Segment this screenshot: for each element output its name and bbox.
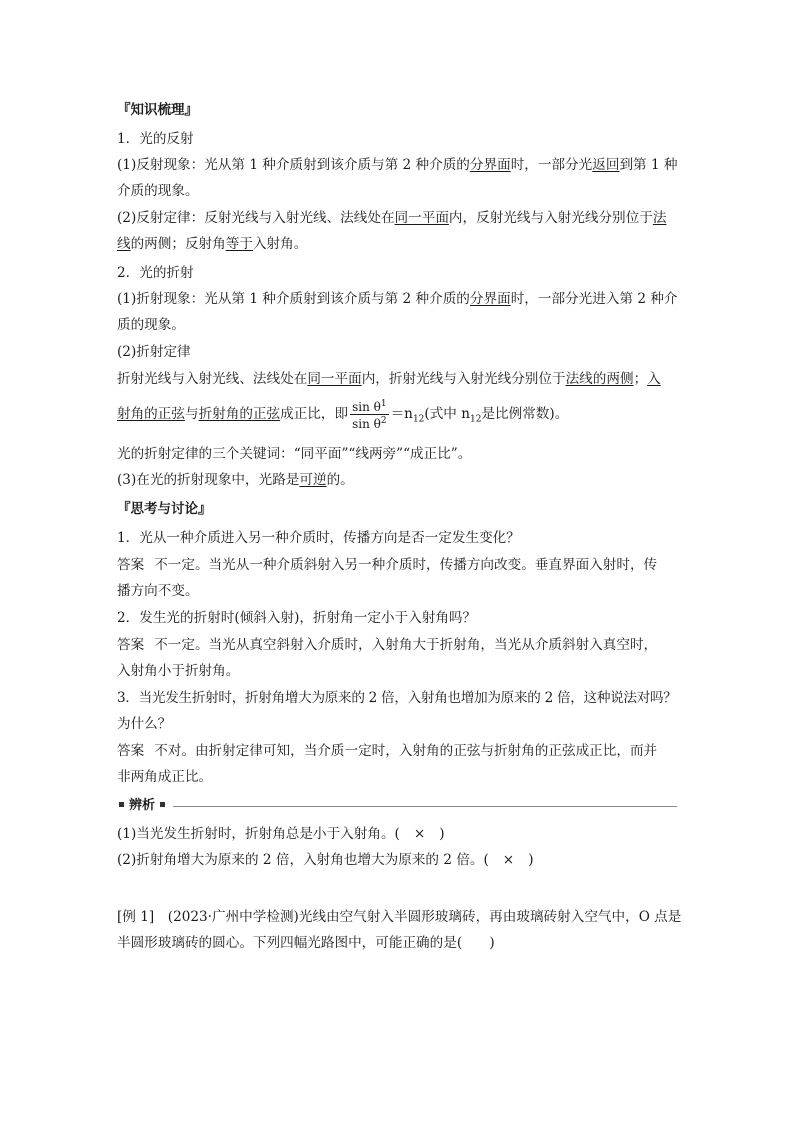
answer-label: 答案 — [117, 557, 145, 573]
question-1: 1．光从一种介质进入另一种介质时，传播方向是否一定发生变化？ — [117, 530, 520, 546]
refraction-keywords: 光的折射定律的三个关键词：“同平面”“线两旁”“成正比”。 — [117, 446, 472, 462]
answer-2-line-1: 答案 不一定。当光从真空斜射入介质时，入射角大于折射角，当光从介质斜射入真空时， — [117, 637, 658, 653]
refraction-law-line-2: 射角的正弦与折射角的正弦成正比，即 $\frac{\sin \theta^1}{\sin \theta^2}$ $=n_{12}$(式中 $n_{12}$是比例常数)。 — [117, 399, 569, 431]
discussion-heading: 『思考与讨论』 — [117, 501, 212, 517]
knowledge-heading: 『知识梳理』 — [117, 102, 198, 118]
refraction-law-title: (2)折射定律 — [117, 344, 191, 360]
answer-1-line-2: 播方向不变。 — [117, 583, 199, 599]
blank-answer: 分界面 — [469, 291, 511, 307]
refraction-law-line-1: 折射光线与入射光线、法线处在同一平面内，折射光线与入射光线分别位于法线的两侧；入 — [117, 371, 661, 387]
example-1-line-1: [例 1] (2023·广州中学检测)光线由空气射入半圆形玻璃砖，再由玻璃砖射入空气中，O 点是 — [117, 909, 682, 925]
snell-fraction: $\frac{\sin \theta^1}{\sin \theta^2}$ — [352, 399, 387, 431]
square-bullet-icon — [119, 802, 124, 807]
blank-answer: 可逆 — [299, 472, 327, 488]
blank-answer: 同一平面 — [394, 210, 449, 226]
cross-mark: × — [413, 826, 426, 842]
example-1-line-2: 半圆形玻璃砖的圆心。下列四幅光路图中，可能正确的是( ) — [117, 935, 495, 951]
cross-mark: × — [502, 852, 515, 868]
divider-line — [173, 806, 677, 807]
answer-3-line-1: 答案 不对。由折射定律可知，当介质一定时，入射角的正弦与折射角的正弦成正比，而并 — [117, 743, 658, 759]
square-bullet-icon — [160, 802, 165, 807]
analysis-divider — [117, 796, 677, 816]
answer-label: 答案 — [117, 637, 145, 653]
blank-answer: 返回 — [592, 157, 620, 173]
refraction-phenomenon-line-1: (1)折射现象：光从第 1 种介质射到该介质与第 2 种介质的分界面时，一部分光进入第 2 种介 — [117, 291, 678, 307]
blank-answer: 法 — [652, 210, 667, 226]
analysis-label: 辨析 — [117, 796, 170, 816]
blank-answer: 射角的正弦 — [117, 406, 185, 422]
analysis-item-1: (1)当光发生折射时，折射角总是小于入射角。( × ) — [117, 826, 445, 842]
blank-answer: 入 — [647, 371, 661, 387]
question-2: 2．发生光的折射时(倾斜入射)，折射角一定小于入射角吗？ — [117, 610, 477, 626]
blank-answer: 法线的两侧 — [565, 371, 634, 387]
answer-label: 答案 — [117, 743, 145, 759]
blank-answer: 线 — [117, 236, 131, 252]
analysis-item-2: (2)折射角增大为原来的 2 倍，入射角也增大为原来的 2 倍。( × ) — [117, 852, 534, 868]
blank-answer: 等于 — [225, 236, 253, 252]
blank-answer: 同一平面 — [307, 371, 362, 387]
reversible-path-line: (3)在光的折射现象中，光路是可逆的。 — [117, 472, 354, 488]
question-3-line-2: 为什么？ — [117, 716, 172, 732]
reflection-law-line-1: (2)反射定律：反射光线与入射光线、法线处在同一平面内，反射光线与入射光线分别位于法 — [117, 210, 667, 226]
blank-answer: 折射角的正弦 — [198, 406, 281, 422]
refraction-phenomenon-line-2: 质的现象。 — [117, 317, 185, 333]
blank-answer: 分界面 — [469, 157, 511, 173]
reflection-law-line-2: 线的两侧；反射角等于入射角。 — [117, 236, 308, 252]
question-3-line-1: 3．当光发生折射时，折射角增大为原来的 2 倍，入射角也增加为原来的 2 倍，这种说法对吗？ — [117, 690, 677, 706]
reflection-phenomenon-line-2: 介质的现象。 — [117, 183, 199, 199]
answer-2-line-2: 入射角小于折射角。 — [117, 663, 240, 679]
reflection-phenomenon-line-1: (1)反射现象：光从第 1 种介质射到该介质与第 2 种介质的分界面时，一部分光返回到第 1 种 — [117, 157, 678, 173]
section-1-title: 1．光的反射 — [117, 131, 194, 147]
section-2-title: 2．光的折射 — [117, 265, 194, 281]
answer-3-line-2: 非两角成正比。 — [117, 769, 213, 785]
answer-1-line-1: 答案 不一定。当光从一种介质斜射入另一种介质时，传播方向改变。垂直界面入射时，传 — [117, 557, 658, 573]
